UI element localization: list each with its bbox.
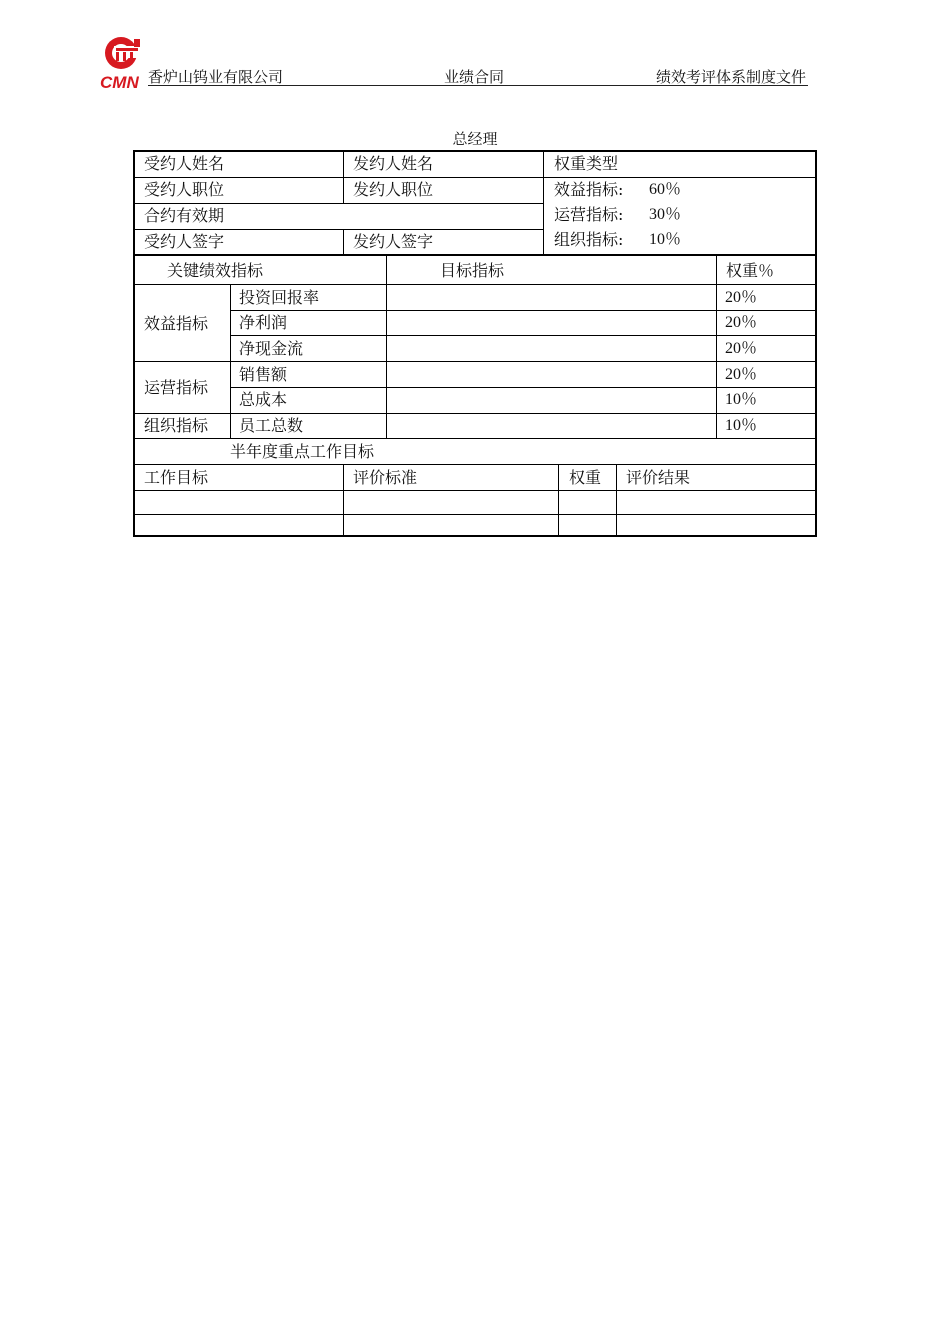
cmn-logo-icon [100, 36, 148, 90]
kpi-weight: 10％ [725, 391, 758, 408]
weight-organization-label: 组织指标: [554, 230, 624, 249]
issuer-name-label: 发约人姓名 [353, 154, 434, 173]
performance-contract-table [133, 150, 817, 537]
kpi-item: 净现金流 [239, 339, 304, 358]
recipient-position-label: 受约人职位 [144, 180, 225, 199]
weight-header: 权重％ [726, 261, 775, 280]
header-series: 绩效考评体系制度文件 [655, 68, 806, 86]
kpi-weight: 10％ [725, 417, 758, 434]
kpi-item: 员工总数 [239, 416, 304, 435]
recipient-name-label: 受约人姓名 [144, 154, 225, 173]
weight-organization-value: 10％ [649, 231, 682, 248]
goal-header: 工作目标 [144, 468, 209, 487]
company-name: 香炉山钨业有限公司 [148, 68, 284, 86]
recipient-signature-label: 受约人签字 [144, 232, 225, 251]
logo-text: CMN [100, 73, 139, 90]
header-document-type: 业绩合同 [444, 68, 505, 86]
kpi-group-organization: 组织指标 [144, 416, 209, 435]
weight-benefit-value: 60％ [649, 181, 682, 198]
kpi-weight: 20％ [725, 289, 758, 306]
issuer-position-label: 发约人职位 [353, 180, 434, 199]
document-title: 总经理 [452, 130, 498, 148]
table-border [133, 150, 817, 537]
kpi-weight: 20％ [725, 366, 758, 383]
validity-label: 合约有效期 [144, 206, 225, 225]
half-year-weight-header: 权重 [569, 468, 602, 487]
result-header: 评价结果 [626, 468, 691, 487]
criteria-header: 评价标准 [353, 468, 418, 487]
weight-operation-label: 运营指标: [554, 205, 624, 224]
page-header [100, 36, 808, 90]
issuer-signature-label: 发约人签字 [353, 232, 434, 251]
kpi-weight: 20％ [725, 314, 758, 331]
weight-type-label: 权重类型 [554, 154, 619, 173]
kpi-group-operation: 运营指标 [144, 378, 209, 397]
weight-operation-value: 30％ [649, 206, 682, 223]
header-divider [148, 85, 808, 86]
kpi-group-benefit: 效益指标 [144, 314, 209, 333]
kpi-item: 总成本 [239, 390, 288, 409]
kpi-item: 净利润 [239, 313, 288, 332]
kpi-item: 投资回报率 [239, 288, 320, 307]
kpi-item: 销售额 [239, 365, 288, 384]
target-header: 目标指标 [440, 261, 505, 280]
weight-benefit-label: 效益指标: [554, 180, 624, 199]
kpi-weight: 20％ [725, 340, 758, 357]
kpi-header: 关键绩效指标 [167, 261, 264, 280]
half-year-title: 半年度重点工作目标 [230, 442, 375, 461]
